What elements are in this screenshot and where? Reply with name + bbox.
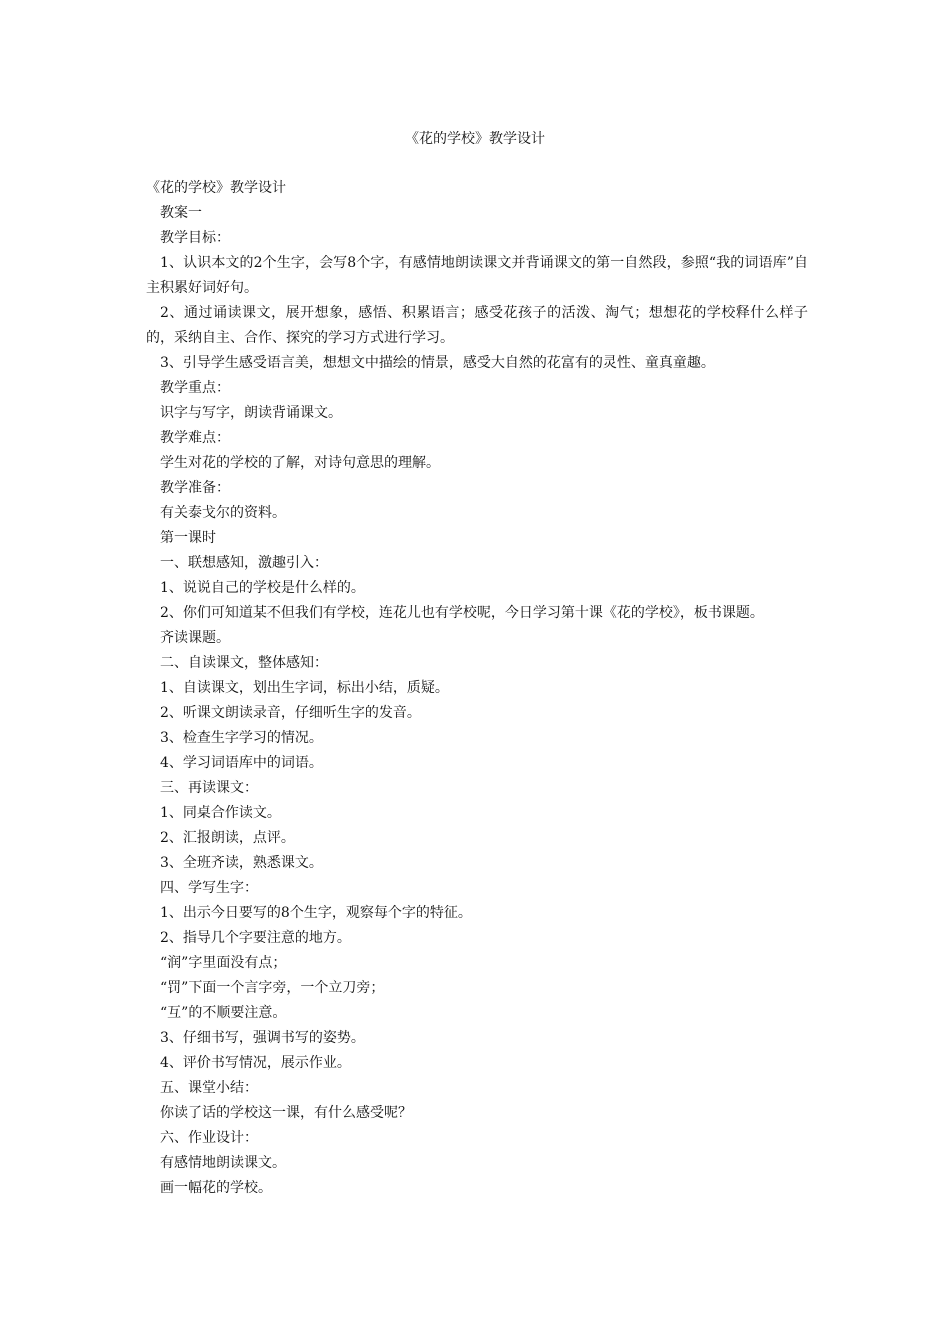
text-line: 1、同桌合作读文。	[160, 805, 281, 821]
text-line: 学生对花的学校的了解，对诗句意思的理解。	[160, 455, 440, 471]
text-line: 2、指导几个字要注意的地方。	[160, 930, 351, 946]
text-line: 1、出示今日要写的8个生字，观察每个字的特征。	[160, 905, 472, 921]
text-line: 画一幅花的学校。	[160, 1180, 272, 1196]
text-line: 四、学写生字：	[160, 880, 258, 896]
text-line: 2、听课文朗读录音，仔细听生字的发音。	[160, 705, 421, 721]
text-line: 2、你们可知道某不但我们有学校，连花儿也有学校呢，今日学习第十课《花的学校》，板书课题。	[160, 605, 764, 621]
text-line: 3、引导学生感受语言美，想想文中描绘的情景，感受大自然的花富有的灵性、童真童趣。	[160, 355, 715, 371]
text-line: 五、课堂小结：	[160, 1080, 258, 1096]
text-line: 你读了话的学校这一课，有什么感受呢？	[160, 1105, 412, 1121]
text-line: 教案一	[160, 205, 202, 221]
text-line: 教学准备：	[160, 480, 230, 496]
text-line: 2、通过诵读课文，展开想象，感悟、积累语言；感受花孩子的活泼、淘气；想想花的学校释什么样子的，采纳自主、合作、探究的学习方式进行学习。	[146, 305, 808, 346]
text-line: 有感情地朗读课文。	[160, 1155, 286, 1171]
text-line: 二、自读课文，整体感知：	[160, 655, 328, 671]
text-line: 识字与写字，朗读背诵课文。	[160, 405, 342, 421]
page-title: 《花的学校》教学设计	[405, 131, 545, 147]
text-line: 一、联想感知，激趣引入：	[160, 555, 328, 571]
text-line: 4、评价书写情况，展示作业。	[160, 1055, 351, 1071]
text-line: 1、认识本文的2个生字，会写8个字，有感情地朗读课文并背诵课文的第一自然段，参照“我的词语库”自主积累好词好句。	[146, 255, 808, 296]
text-line: 教学重点：	[160, 380, 230, 396]
text-line: 《花的学校》教学设计	[146, 180, 286, 196]
text-line: 2、汇报朗读，点评。	[160, 830, 295, 846]
text-line: “罚”下面一个言字旁，一个立刀旁；	[160, 980, 385, 996]
text-line: 4、学习词语库中的词语。	[160, 755, 323, 771]
text-line: 六、作业设计：	[160, 1130, 258, 1146]
text-line: 第一课时	[160, 530, 216, 546]
text-line: 教学目标：	[160, 230, 230, 246]
text-line: 三、再读课文：	[160, 780, 258, 796]
text-line: “互”的不顺要注意。	[160, 1005, 287, 1021]
text-line: 教学难点：	[160, 430, 230, 446]
text-line: 3、仔细书写，强调书写的姿势。	[160, 1030, 365, 1046]
text-line: 1、说说自己的学校是什么样的。	[160, 580, 365, 596]
text-line: 齐读课题。	[160, 630, 230, 646]
text-line: “润”字里面没有点；	[160, 955, 287, 971]
document-body	[146, 176, 808, 1201]
text-line: 有关泰戈尔的资料。	[160, 505, 286, 521]
text-line: 3、全班齐读，熟悉课文。	[160, 855, 323, 871]
text-line: 3、检查生字学习的情况。	[160, 730, 323, 746]
text-line: 1、自读课文，划出生字词，标出小结，质疑。	[160, 680, 449, 696]
